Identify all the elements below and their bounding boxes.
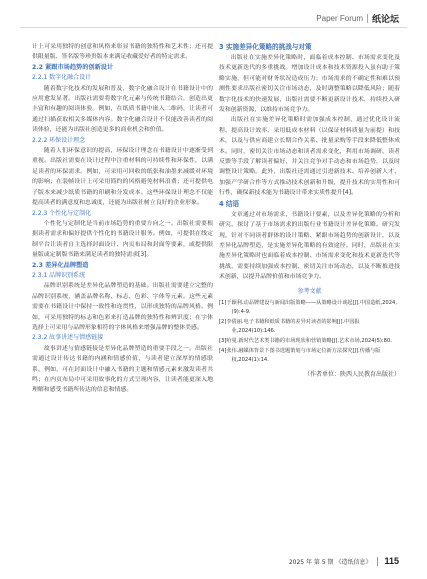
- issue-info: 2025 年 第 5 期 《造纸信息》: [288, 558, 372, 566]
- subsection-heading-2-2-3: 2.2.3 个性化与定制化: [32, 209, 92, 217]
- header-rule: [20, 27, 407, 28]
- paragraph-eco-design: 随着人们环保意识的提高，环保设计理念在书籍设计中逐渐受到重视。出版社需要在设计过程中注重材料的可持续性和环保性，以满足读者的环保需求。例如，可采用可回收的纸张和油墨来减缓对环境的影响；在装帧设计上可采用简约的风格避免材料浪费；还可提供电子版本来减少纸质书籍的印刷和分发成本。这些环保设计理念不仅能提高读者的满意度和忠诚度，还能为出版社树立良好的企业形象。: [32, 148, 213, 207]
- page-number: 115: [384, 556, 399, 566]
- running-footer: [289, 556, 399, 566]
- reference-item: [3]哈曼.新时代艺术类书籍的市场现状和营销策略[J].艺术市场,2024(5):80.: [219, 337, 392, 344]
- header-divider: [367, 14, 368, 23]
- left-column: [32, 42, 213, 396]
- journal-name-en: Paper Forum: [316, 14, 363, 23]
- section-heading-2-2: 2.2 紧跟市场趋势的创新设计: [32, 63, 114, 71]
- paragraph-digital-design: 随着数字化技术的发展和普及，数字化融合设计在书籍设计中的应用愈发显著。出版社需要将数字化元素与传统书籍结合，创造出更丰富和有趣的阅读体验。例如，在纸质书籍中嵌入二维码，让读者可通过扫描获取相关多媒体内容。数字化融合设计不仅能改善读者的阅读体验，还能为出版社创造更多的商业机会和价值。: [32, 85, 213, 134]
- reference-item: [2]李倩丽.电子书籍和纸质书籍的差异对读者的影响[J].中国报业,2024(10):146.: [219, 318, 360, 335]
- footer-divider: [377, 557, 378, 566]
- paragraph-brand-identity: 品牌识别系统是差异化品牌塑造的基础。出版社需要建立完整的品牌识别系统，涵盖品牌名称、标志、色彩、字体等元素。这些元素需要在书籍设计中保持一致性和连贯性，以形成独特的品牌风格。例如，可采用独特的标志和色彩来打造品牌的独特性和辨识度；在字体选择上可采用与品牌形象相符的字体风格来增强品牌的整体美感。: [32, 283, 213, 331]
- section-heading-2-3: 2.3 差异化品牌塑造: [32, 261, 89, 269]
- paragraph-countermeasures: 出版社在实施差异化策略时需加强成本控制，通过优化设计流程、提高设计效率、采用低成本材料（以保证材料质量为前提）和技术，以及与供应商建立长期合作关系、批量采购等手段来降低整体成本。同时，密切关注市场动态和读者需求变化，利用市场调研、读者反馈等手段了解读者偏好，并关注竞争对手动态和市场趋势，以及时调整设计策略。此外，出版社还需通过引进新技术、培养创新人才、加强产学研合作等方式推动技术创新和升级，提升技术的实用性和可行性，确保新技术能为书籍设计带来实质性提升[4]。: [219, 117, 400, 197]
- subsection-heading-2-3-2: 2.3.2 故事讲述与情感链接: [32, 334, 104, 342]
- author-affiliation: （作者单位：陕西人民教育出版社）: [303, 370, 400, 378]
- subsection-heading-2-3-1: 2.3.1 品牌识别系统: [32, 271, 86, 279]
- section-heading-4: 4 结语: [219, 199, 240, 208]
- section-name: 纸论坛: [371, 15, 399, 25]
- references-title: 参考文献: [297, 287, 322, 295]
- paragraph-customization: 个性化与定制化是当前市场趋势的重要方向之一。出版社需要根据读者需求和偏好提供个性化的书籍设计服务。例如，可提供在线定制平台让读者自主选择封面设计、内页布局和封面等要素，或提供限量版或定制版书籍来满足读者的独特需求[3]。: [32, 220, 213, 259]
- paragraph-conclusion: 文章通过对市场需求、书籍设计要素，以及差异化策略的分析和研究，探讨了基于市场需求的出版行业书籍设计差异化策略。研究发现，针对不同读者群体的设计策略、紧跟市场趋势的创新设计，以及差异化品牌塑造，是实施差异化策略的有效途径。同时，出版社在实施差异化策略时也面临着成本控制、市场需求变化和技术更新迭代等挑战，需要持续加强成本控制、密切关注市场动态，以及不断推进技术创新，以提升品牌价值和市场竞争力。: [219, 211, 400, 281]
- paragraph-challenges: 出版社在实施差异化策略时，面临着成本控制、市场需求变化及技术更新迭代的多重挑战。增加设计成本和技术资源投入虽有助于策略实施，但可能对财务状况造成压力；市场需求的不确定性和难以预测性要求出版社密切关注市场动态，及时调整策略以降低风险；随着数字化技术的快速发展，出版社需要不断更新设计技术，持续投入研发和创新资源，以维持市场竞争力。: [219, 55, 400, 114]
- paragraph-storytelling: 故事讲述与情感链接是差异化品牌塑造的重要手段之一。出版社需通过设计传达书籍的内涵和情感价值，与读者建立深厚的情感联系。例如，可在封面设计中融入书籍的主题和情感元素来激发读者共鸣；在内页布局中可采用故事化的方式呈现内容，让读者能更深入地理解和感受书籍所传达的信息和情感。: [32, 345, 213, 394]
- right-column: [219, 42, 400, 386]
- subsection-heading-2-2-2: 2.2.2 环保设计理念: [32, 136, 86, 144]
- section-heading-3: 3 实施差异化策略的挑战与对策: [219, 43, 312, 51]
- paragraph-continued: 计上可采用独特的创意和风格来彰显书籍的独特性和艺术性；还可提供限量版、签名版等珍贵版本来满足收藏爱好者的特定需求。: [32, 44, 213, 61]
- reference-item: [1]于颖利.动品牌建设与新闻出版策略——从策略设计谈起[J].中国造纸,2024,(9):4-9.: [219, 299, 397, 316]
- running-header: [316, 12, 399, 25]
- subsection-heading-2-2-1: 2.2.1 数字化融合设计: [32, 74, 92, 82]
- reference-item: [4]张伟.融媒体背景下图书选题策划与市场定位新方法探究[J].传播与版权,2024(1):14.: [219, 347, 381, 364]
